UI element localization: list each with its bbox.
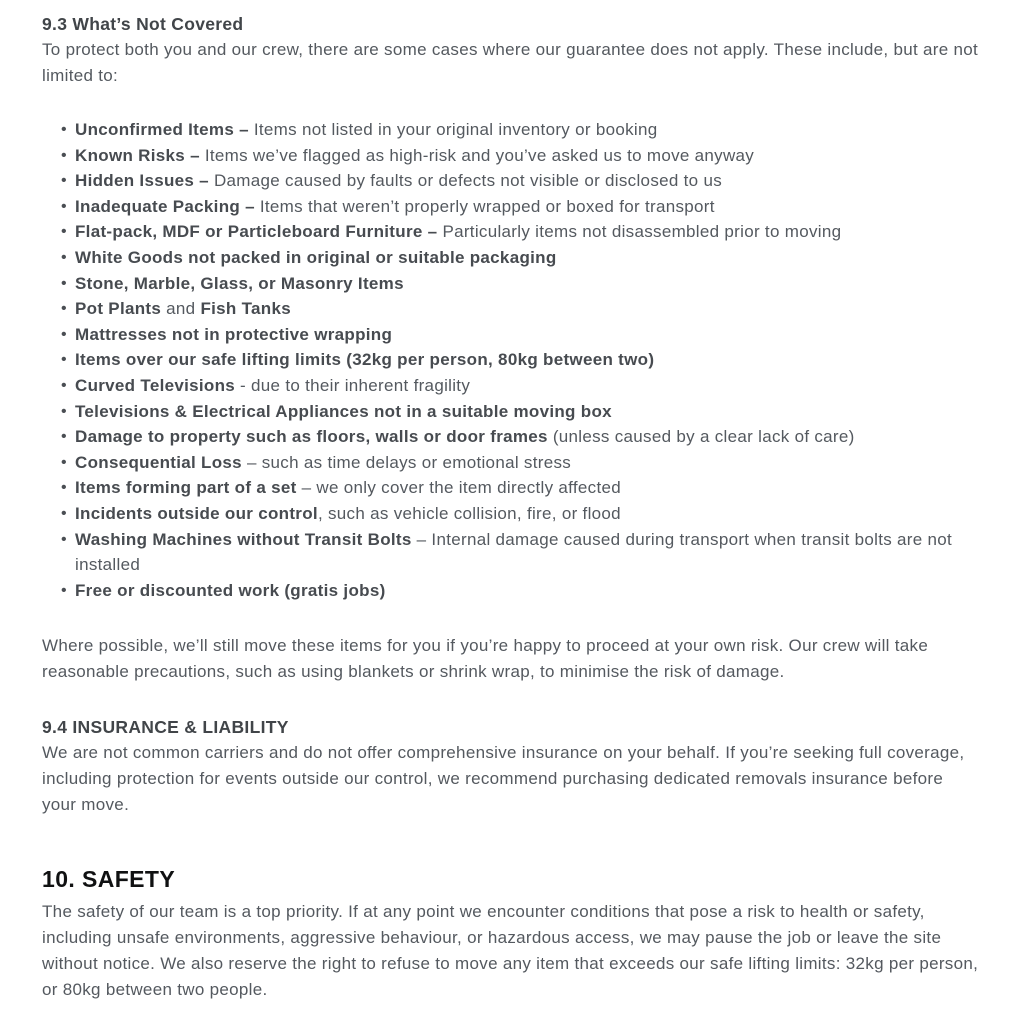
exclusion-item: [75, 194, 980, 220]
exclusion-item-detail: Damage caused by faults or defects not visible or disclosed to us: [213, 171, 723, 191]
exclusion-item: [75, 450, 980, 476]
exclusion-item-term: Washing Machines without Transit Bolts: [75, 529, 412, 549]
exclusion-item-term: Fish Tanks: [200, 299, 291, 319]
exclusion-item-detail: Particularly items not disassembled prior to moving: [442, 222, 842, 242]
section-10-body: The safety of our team is a top priority. If at any point we encounter conditions that pose a risk to health or safety, including unsafe environments, aggressive behaviour, or hazardous access, we may pause the job or leave the site without notice. We also reserve the right to refuse to move any item that exceeds our safe lifting limits: 32kg per person, or 80kg between two people.: [42, 902, 979, 1000]
section-9-3-heading: 9.3 What’s Not Covered: [42, 14, 244, 34]
exclusion-item-term: Inadequate Packing –: [75, 196, 260, 216]
exclusion-item-detail: (unless caused by a clear lack of care): [547, 427, 855, 447]
section-whats-not-covered: [42, 11, 980, 685]
exclusion-item: [75, 527, 980, 578]
exclusion-item-term: Damage to property such as floors, walls or door frames: [75, 427, 548, 447]
exclusion-item-detail: and: [161, 299, 201, 319]
section-insurance-liability: [42, 714, 980, 818]
exclusion-item-term: Televisions & Electrical Appliances not in a suitable moving box: [75, 401, 612, 421]
exclusion-item-term: Mattresses not in protective wrapping: [75, 324, 393, 344]
exclusion-item-term: Consequential Loss: [75, 452, 242, 472]
exclusion-item: [75, 424, 980, 450]
exclusion-item-term: Hidden Issues –: [75, 171, 214, 191]
exclusion-item: [75, 168, 980, 194]
exclusion-item-detail: Items that weren’t properly wrapped or boxed for transport: [259, 196, 715, 216]
exclusion-item-term: Curved Televisions: [75, 375, 236, 395]
exclusion-item-term: Items forming part of a set: [75, 478, 297, 498]
exclusion-item: [75, 322, 980, 348]
exclusion-item: [75, 475, 980, 501]
exclusion-item: [75, 373, 980, 399]
exclusion-item: [75, 347, 980, 373]
section-10-heading: 10. SAFETY: [42, 866, 176, 893]
section-9-3-outro: Where possible, we’ll still move these items for you if you’re happy to proceed at your own risk. Our crew will take reasonable precautions, such as using blankets or shrink wrap, to minimise the risk of damage.: [42, 636, 929, 682]
section-9-4-body: We are not common carriers and do not offer comprehensive insurance on your behalf. If you’re seeking full coverage, including protection for events outside our control, we recommend purchasing dedicated removals insurance before your move.: [42, 743, 965, 815]
exclusion-item-detail: – we only cover the item directly affected: [296, 478, 621, 498]
exclusion-item: [75, 578, 980, 604]
exclusion-item-detail: – such as time delays or emotional stress: [241, 452, 572, 472]
exclusion-item-detail: , such as vehicle collision, fire, or flood: [317, 503, 621, 523]
exclusion-item: [75, 296, 980, 322]
exclusion-item: [75, 117, 980, 143]
exclusion-item-detail: – Internal damage caused during transport when transit bolts are not installed: [75, 529, 953, 575]
exclusion-item-term: Flat-pack, MDF or Particleboard Furniture –: [75, 222, 443, 242]
exclusion-item-term: Stone, Marble, Glass, or Masonry Items: [75, 273, 404, 293]
exclusion-item: [75, 271, 980, 297]
exclusion-item-detail: Items not listed in your original inventory or booking: [253, 120, 658, 139]
exclusion-item-term: Items over our safe lifting limits (32kg per person, 80kg between two): [75, 350, 655, 370]
exclusion-item-term: White Goods not packed in original or suitable packaging: [75, 247, 557, 267]
exclusion-item: [75, 501, 980, 527]
exclusion-item-term: Known Risks –: [75, 145, 205, 165]
exclusion-item-term: Unconfirmed Items –: [75, 120, 254, 139]
exclusions-list: [42, 117, 980, 603]
exclusion-item-term: Incidents outside our control: [75, 503, 318, 523]
exclusion-item-detail: - due to their inherent fragility: [235, 375, 471, 395]
section-9-4-heading: 9.4 INSURANCE & LIABILITY: [42, 717, 289, 738]
section-safety: [42, 864, 980, 1003]
exclusion-item-term: Pot Plants: [75, 299, 162, 319]
section-9-3-intro: To protect both you and our crew, there are some cases where our guarantee does not apply. These include, but are not limited to:: [42, 40, 979, 85]
exclusion-item: [75, 219, 980, 245]
exclusion-item: [75, 399, 980, 425]
exclusion-item-detail: Items we’ve flagged as high-risk and you’ve asked us to move anyway: [204, 145, 755, 165]
exclusion-item-term: Free or discounted work (gratis jobs): [75, 580, 386, 600]
exclusion-item: [75, 245, 980, 271]
exclusion-item: [75, 143, 980, 169]
